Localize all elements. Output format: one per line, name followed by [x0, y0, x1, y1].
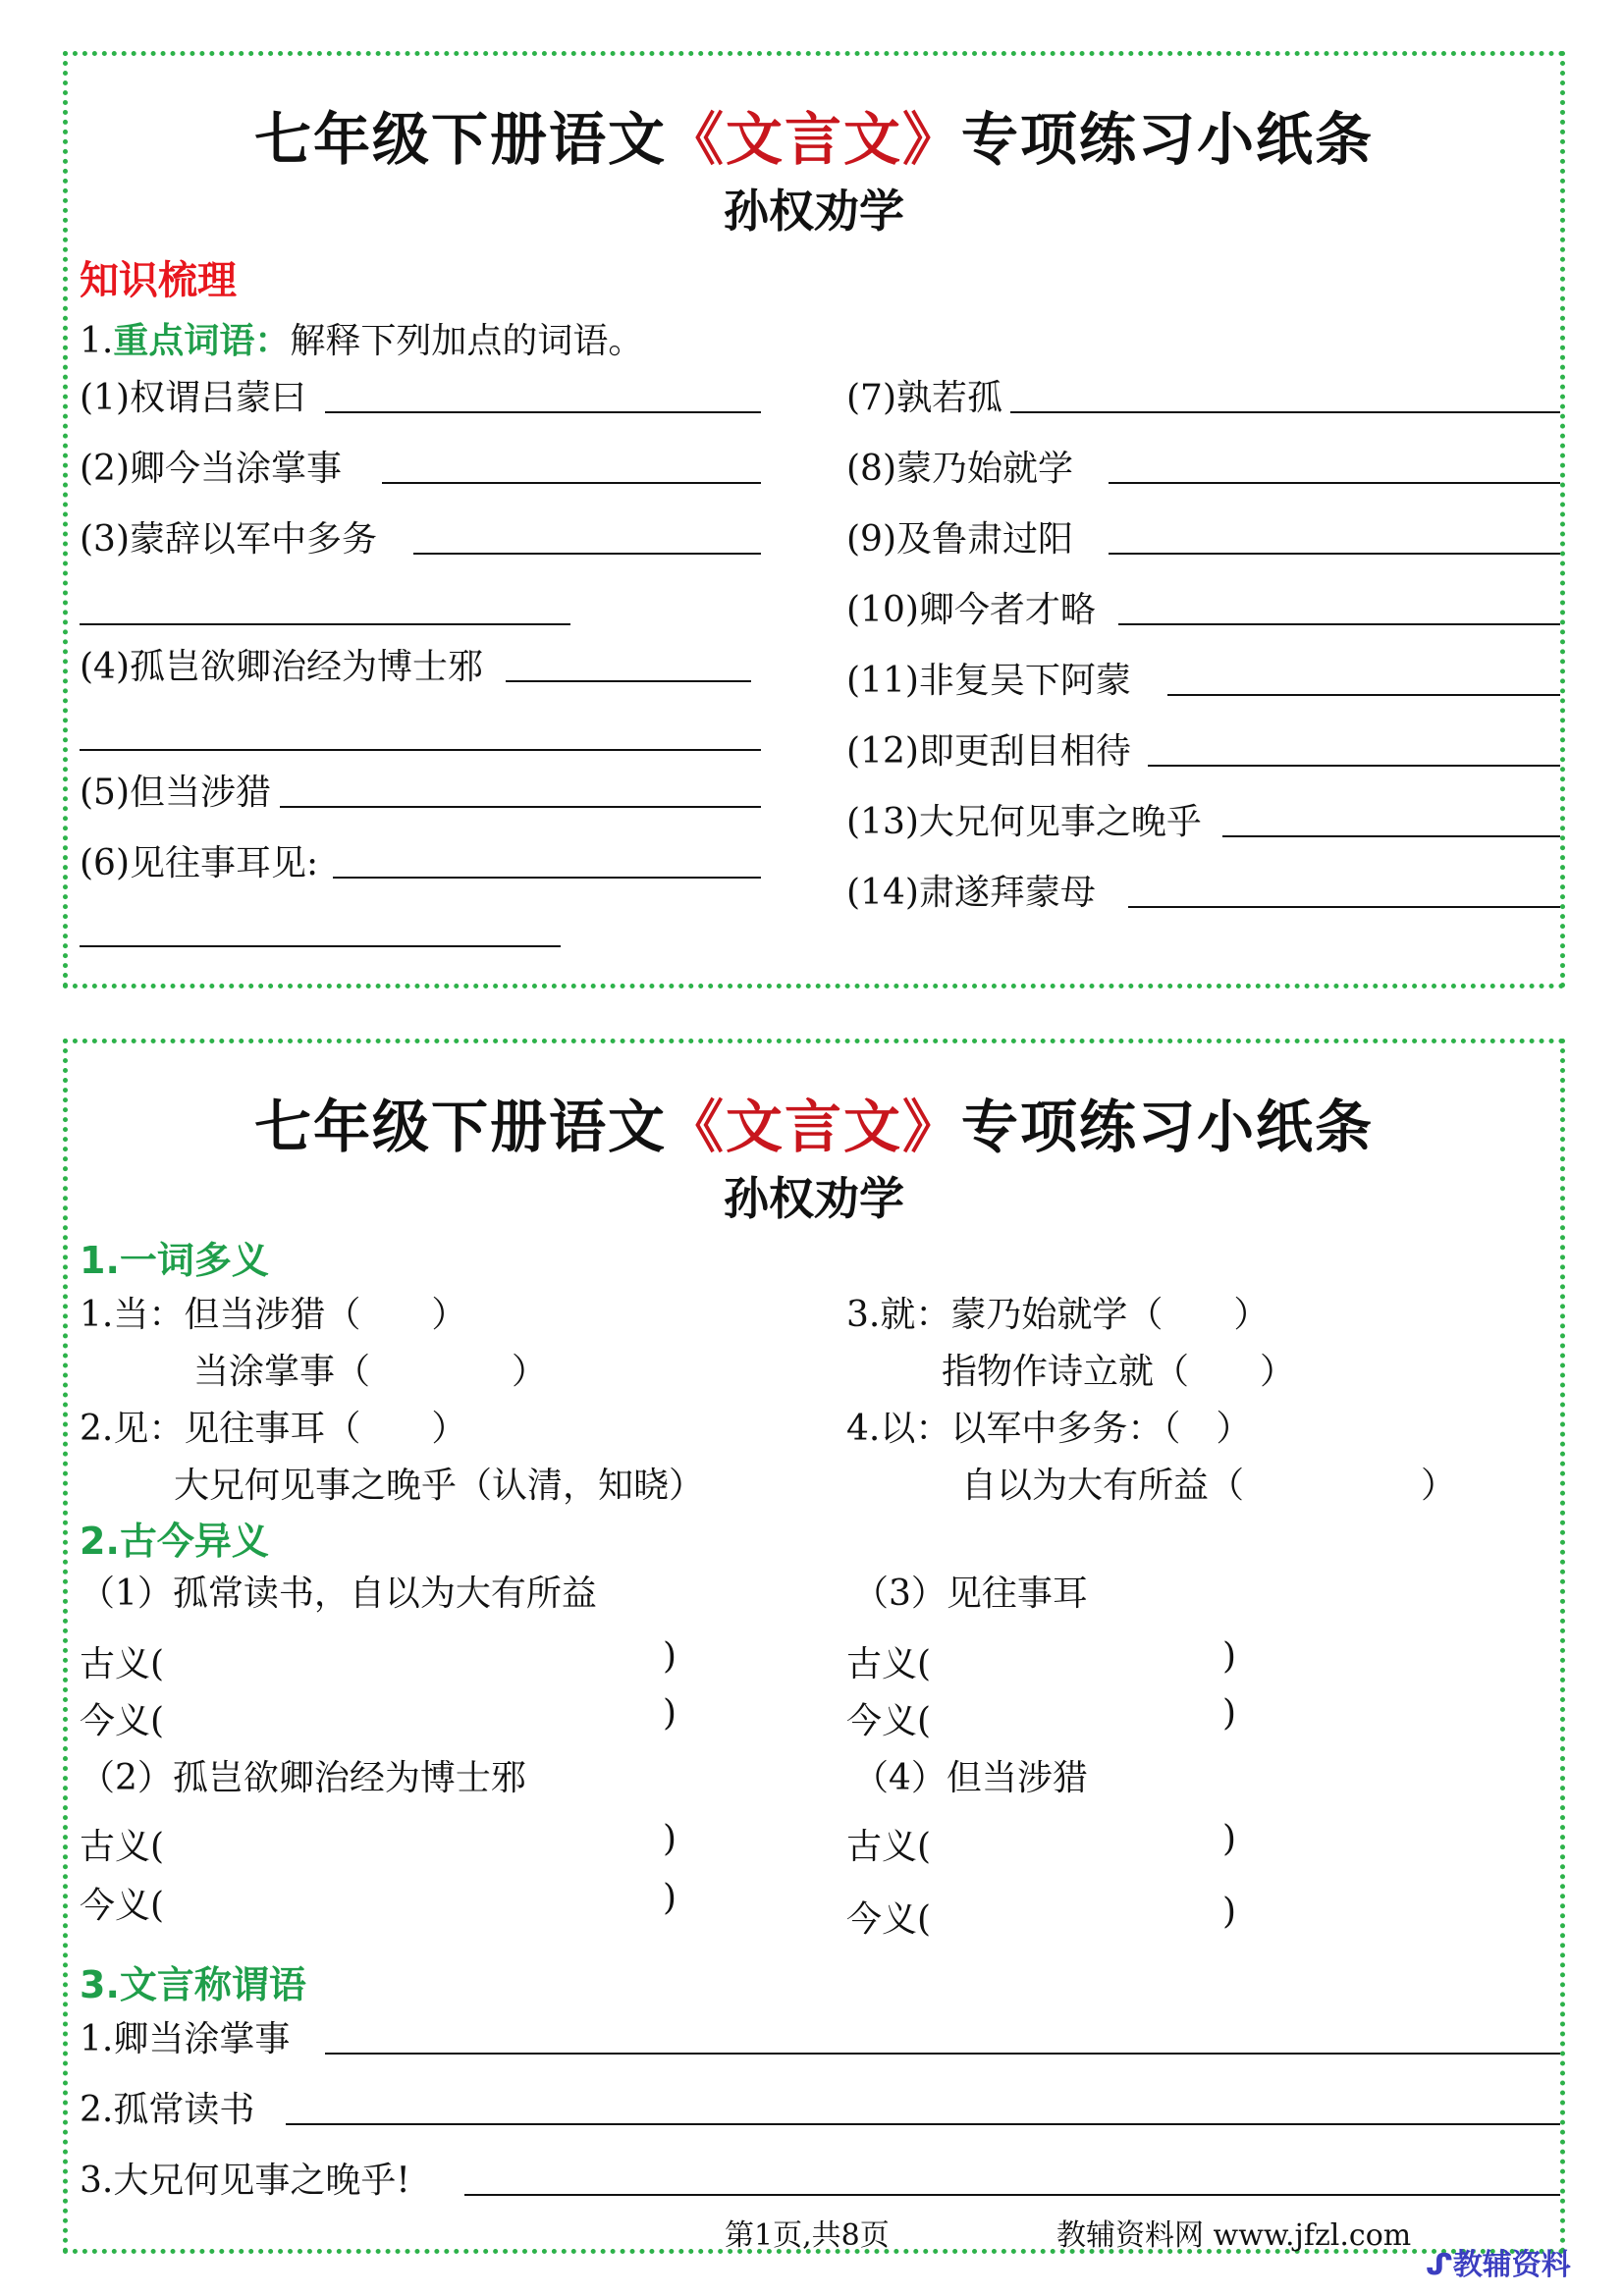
title-highlight: 《文言文》 [666, 1094, 961, 1160]
close-paren: ) [663, 1693, 677, 1734]
card-word-meanings [63, 1039, 1565, 2254]
answer-line[interactable] [1167, 694, 1560, 696]
close-paren: ) [663, 1819, 677, 1859]
modern-meaning-label: 今义( [846, 1899, 932, 1940]
polysemy-item: 指物作诗立就（ ） [942, 1352, 1296, 1392]
answer-line[interactable] [382, 482, 761, 484]
polysemy-item: 4.以：以军中多务：（ ） [846, 1409, 1252, 1449]
close-paren: ) [1222, 1892, 1237, 1932]
ancient-meaning-label: 古义( [846, 1827, 932, 1867]
site-url: 教辅资料网 www.jfzl.com [1056, 2218, 1412, 2253]
modern-meaning-label: 今义( [80, 1886, 165, 1926]
close-paren: ) [663, 1878, 677, 1918]
vocab-item: (2)卿今当涂掌事 [80, 449, 342, 489]
title-item: 3.大兄何见事之晚乎! [80, 2161, 410, 2201]
brand-logo [1426, 2240, 1571, 2283]
vocab-item: (11)非复吴下阿蒙 [846, 661, 1131, 701]
answer-line[interactable] [464, 2194, 1560, 2196]
card-key-words [63, 51, 1565, 988]
answer-line[interactable] [280, 806, 761, 808]
polysemy-item: 大兄何见事之晚乎（认清，知晓） [174, 1466, 705, 1506]
ancient-modern-item: （2）孤岂欲卿治经为博士邪 [80, 1758, 526, 1798]
title-item: 2.孤常读书 [80, 2090, 255, 2130]
answer-line[interactable] [1118, 623, 1560, 625]
answer-line[interactable] [286, 2123, 1560, 2125]
vocab-item: (9)及鲁肃过阳 [846, 519, 1073, 560]
answer-line[interactable] [80, 749, 761, 751]
page-number: 第1页,共8页 [725, 2218, 890, 2253]
answer-line[interactable] [1222, 835, 1560, 837]
vocab-item: (4)孤岂欲卿治经为博士邪 [80, 647, 483, 687]
answer-line[interactable] [325, 2053, 1560, 2055]
vocab-item: (10)卿今者才略 [846, 590, 1096, 630]
close-paren: ) [663, 1636, 677, 1677]
ancient-modern-item: （4）但当涉猎 [853, 1758, 1088, 1798]
section-heading-polysemy: 1.一词多义 [80, 1239, 269, 1282]
answer-line[interactable] [80, 945, 561, 947]
question-label: 重点词语： [113, 320, 291, 361]
section-heading-titles: 3.文言称谓语 [80, 1963, 306, 2006]
answer-line[interactable] [80, 623, 570, 625]
ancient-modern-item: （1）孤常读书，自以为大有所益 [80, 1574, 597, 1614]
card1-title [68, 93, 1560, 176]
close-paren: ) [1222, 1693, 1237, 1734]
ancient-meaning-label: 古义( [846, 1644, 932, 1684]
ancient-meaning-label: 古义( [80, 1827, 165, 1867]
card2-title [68, 1081, 1560, 1163]
polysemy-item: 3.就：蒙乃始就学（ ） [846, 1295, 1270, 1335]
vocab-item: (3)蒙辞以军中多务 [80, 519, 377, 560]
ancient-meaning-label: 古义( [80, 1644, 165, 1684]
title-prefix: 七年级下册语文 [253, 106, 667, 173]
vocab-item: (1)权谓吕蒙曰 [80, 378, 306, 418]
title-suffix: 专项练习小纸条 [961, 1094, 1375, 1160]
modern-meaning-label: 今义( [80, 1701, 165, 1741]
polysemy-item: 当涂掌事（ ） [193, 1352, 548, 1392]
answer-line[interactable] [1128, 906, 1560, 908]
polysemy-item: 2.见：见往事耳（ ） [80, 1409, 467, 1449]
close-paren: ) [1222, 1636, 1237, 1677]
vocab-item: (8)蒙乃始就学 [846, 449, 1073, 489]
title-highlight: 《文言文》 [666, 106, 961, 173]
brand-text: 教辅资料 [1452, 2248, 1571, 2282]
polysemy-item: 1.当：但当涉猎（ ） [80, 1295, 467, 1335]
card2-subtitle: 孙权劝学 [724, 1172, 904, 1225]
answer-line[interactable] [1109, 553, 1560, 555]
modern-meaning-label: 今义( [846, 1701, 932, 1741]
question-prompt [80, 313, 643, 363]
vocab-item: (14)肃遂拜蒙母 [846, 873, 1096, 913]
title-item: 1.卿当涂掌事 [80, 2019, 291, 2059]
card1-subtitle: 孙权劝学 [724, 185, 904, 238]
vocab-item: (7)孰若孤 [846, 378, 1002, 418]
answer-line[interactable] [325, 411, 761, 413]
vocab-item: (12)即更刮目相待 [846, 731, 1131, 772]
answer-line[interactable] [413, 553, 761, 555]
answer-line[interactable] [1148, 765, 1560, 767]
answer-line[interactable] [1010, 411, 1560, 413]
polysemy-item: 自以为大有所益（ ） [961, 1466, 1457, 1506]
vocab-item: (6)见往事耳见: [80, 843, 319, 883]
ancient-modern-item: （3）见往事耳 [853, 1574, 1088, 1614]
brand-mark-icon: ᔑ [1426, 2248, 1453, 2282]
question-number: 1. [80, 321, 114, 361]
answer-line[interactable] [506, 680, 751, 682]
vocab-item: (13)大兄何见事之晚乎 [846, 802, 1202, 842]
vocab-item: (5)但当涉猎 [80, 773, 271, 813]
close-paren: ) [1222, 1819, 1237, 1859]
question-text: 解释下列加点的词语。 [290, 321, 644, 361]
answer-line[interactable] [333, 877, 761, 879]
section-heading: 知识梳理 [80, 258, 237, 303]
title-prefix: 七年级下册语文 [253, 1094, 667, 1160]
section-heading-ancient-modern: 2.古今异义 [80, 1520, 269, 1563]
title-suffix: 专项练习小纸条 [961, 106, 1375, 173]
answer-line[interactable] [1109, 482, 1560, 484]
